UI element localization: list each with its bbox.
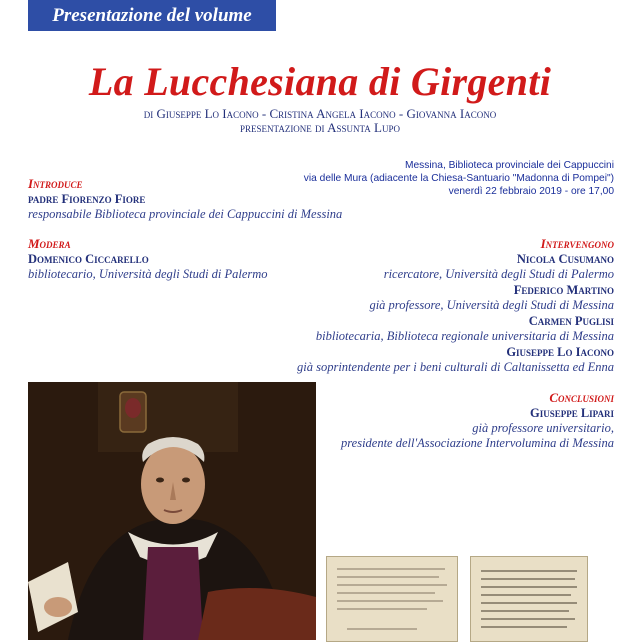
speaker-role: bibliotecaria, Biblioteca regionale universitaria di Messina bbox=[315, 329, 614, 343]
manuscript-illustration bbox=[327, 557, 457, 641]
manuscript-illustration bbox=[471, 557, 587, 641]
venue-address: via delle Mura (adiacente la Chiesa-Santuario "Madonna di Pompei") bbox=[303, 173, 614, 184]
speaker-name: Federico Martino bbox=[513, 283, 614, 297]
modera-role: bibliotecario, Università degli Studi di Palermo bbox=[28, 267, 268, 281]
presenter-line: presentazione di Assunta Lupo bbox=[240, 120, 400, 135]
speaker-role: già soprintendente per i beni culturali di Caltanissetta ed Enna bbox=[297, 360, 614, 374]
introduce-label: Introduce bbox=[28, 176, 83, 191]
speaker-name: Nicola Cusumano bbox=[516, 252, 614, 266]
modera-label: Modera bbox=[28, 236, 71, 251]
introduce-name: padre Fiorenzo Fiore bbox=[28, 192, 146, 206]
modera-name: Domenico Ciccarello bbox=[28, 252, 149, 266]
banner: Presentazione del volume bbox=[28, 0, 276, 31]
coat-of-arms-icon bbox=[120, 392, 146, 432]
conclusioni-role-2: presidente dell'Associazione Intervolumina di Messina bbox=[341, 436, 614, 450]
portrait-illustration bbox=[28, 382, 316, 640]
portrait-painting bbox=[28, 382, 316, 640]
manuscript-document-2 bbox=[470, 556, 588, 642]
venue-date: venerdì 22 febbraio 2019 - ore 17,00 bbox=[448, 186, 614, 197]
authors-line: di Giuseppe Lo Iacono - Cristina Angela Iacono - Giovanna Iacono bbox=[143, 106, 497, 121]
conclusioni-label: Conclusioni bbox=[549, 390, 614, 405]
conclusioni-name: Giuseppe Lipari bbox=[529, 406, 614, 420]
venue-place: Messina, Biblioteca provinciale dei Cappuccini bbox=[405, 160, 614, 171]
intervengono-label: Intervengono bbox=[540, 236, 614, 251]
conclusioni-role: già professore universitario, bbox=[472, 421, 614, 435]
venue-block bbox=[304, 159, 614, 198]
page-title: La Lucchesiana di Girgenti bbox=[88, 59, 552, 104]
speaker-name: Giuseppe Lo Iacono bbox=[506, 345, 614, 359]
speaker-role: già professore, Università degli Studi di Messina bbox=[369, 298, 614, 312]
introduce-role: responsabile Biblioteca provinciale dei Cappuccini di Messina bbox=[28, 207, 343, 221]
speaker-name: Carmen Puglisi bbox=[528, 314, 614, 328]
speaker-role: ricercatore, Università degli Studi di Palermo bbox=[383, 267, 614, 281]
manuscript-document-1 bbox=[326, 556, 458, 642]
